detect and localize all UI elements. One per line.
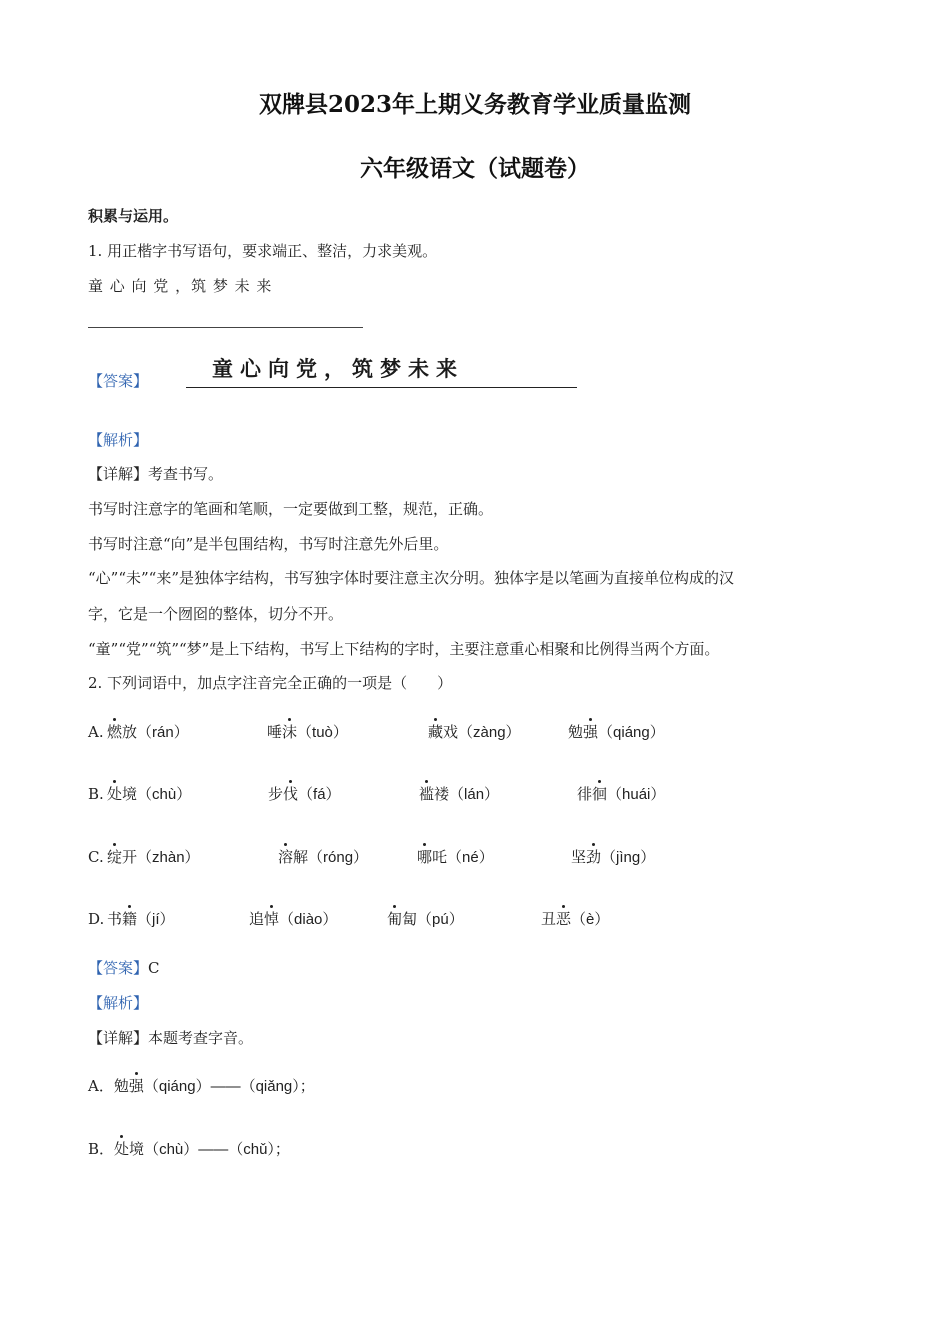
q2-option-c-word-3: 哪吒（né） (417, 845, 494, 870)
page-subtitle: 六年级语文（试题卷） (360, 155, 590, 182)
q2-explanation-a: A．勉强（qiáng）——（qiǎng）； (88, 1074, 315, 1099)
q2-answer-label: 【答案】 (88, 959, 149, 977)
q2-option-d-word-4: 丑恶（è） (541, 907, 609, 932)
q1-line-2: 书写时注意“向”是半包围结构，书写时注意先外后里。 (88, 535, 449, 553)
section-heading: 积累与运用。 (88, 207, 179, 225)
q2-option-b-word-1: 处境（chù） (107, 782, 191, 807)
q1-writing-line (88, 327, 363, 328)
q2-option-d-label: D. (88, 910, 105, 928)
q2-option-d-word-2: 追悼（diào） (249, 907, 337, 932)
q1-line-3: “心”“未”“来”是独体字结构，书写独字体时要注意主次分明。独体字是以笔画为直接单位构成的汉 (88, 569, 735, 587)
q2-option-b-word-3: 褴褛（lán） (419, 782, 499, 807)
q2-detail-label: 【详解】 (88, 1029, 149, 1047)
q2-option-c-word-1: 绽开（zhàn） (107, 845, 200, 870)
q2-explanation-b: B．处境（chù）——（chǔ）； (88, 1137, 290, 1162)
q2-option-a-word-3: 藏戏（zàng） (428, 720, 521, 745)
q2-option-b-label: B. (88, 785, 104, 803)
q1-sentence: 童 心 向 党 ，筑 梦 未 来 (88, 277, 273, 295)
q1-line-5: “童”“党”“筑”“梦”是上下结构，书写上下结构的字时，主要注意重心相聚和比例得当两个方面。 (88, 640, 720, 658)
q2-option-a-label: A. (88, 723, 104, 741)
q1-answer-label: 【答案】 (88, 372, 149, 390)
q1-detail-text: 考查书写。 (148, 465, 224, 483)
q2-option-b-word-4: 徘徊（huái） (577, 782, 665, 807)
q2-detail (88, 1028, 253, 1048)
q2-option-c-label: C. (88, 848, 104, 866)
q2-option-a-word-1: 燃放（rán） (107, 720, 189, 745)
q2-option-c-word-4: 坚劲（jìng） (571, 845, 655, 870)
q1-detail (88, 464, 223, 484)
q2-answer-value: C (148, 959, 160, 977)
q1-stem: 1. 用正楷字书写语句，要求端正、整洁，力求美观。 (88, 242, 438, 260)
q2-option-d-word-1: 书籍（jí） (107, 907, 175, 932)
q1-answer-image: 童心向党，筑梦未来 (186, 352, 577, 388)
q2-option-c-word-2: 溶解（róng） (278, 845, 368, 870)
q2-option-b-word-2: 步伐（fá） (268, 782, 341, 807)
q2-option-a-word-4: 勉强（qiáng） (568, 720, 665, 745)
q2-analysis-label: 【解析】 (88, 994, 149, 1012)
q2-option-d-word-3: 匍匐（pú） (387, 907, 464, 932)
q1-analysis-label: 【解析】 (88, 431, 149, 449)
q1-line-1: 书写时注意字的笔画和笔顺，一定要做到工整，规范，正确。 (88, 500, 494, 518)
q1-line-4: 字，它是一个囫囵的整体，切分不开。 (88, 605, 344, 623)
q2-option-a-word-2: 唾沫（tuò） (267, 720, 348, 745)
q2-stem: 2. 下列词语中，加点字注音完全正确的一项是（ ） (88, 674, 453, 692)
q1-detail-label: 【详解】 (88, 465, 149, 483)
page-title: 双牌县2023年上期义务教育学业质量监测 (258, 91, 691, 118)
q2-answer (88, 958, 160, 978)
q2-detail-text: 本题考查字音。 (148, 1029, 254, 1047)
